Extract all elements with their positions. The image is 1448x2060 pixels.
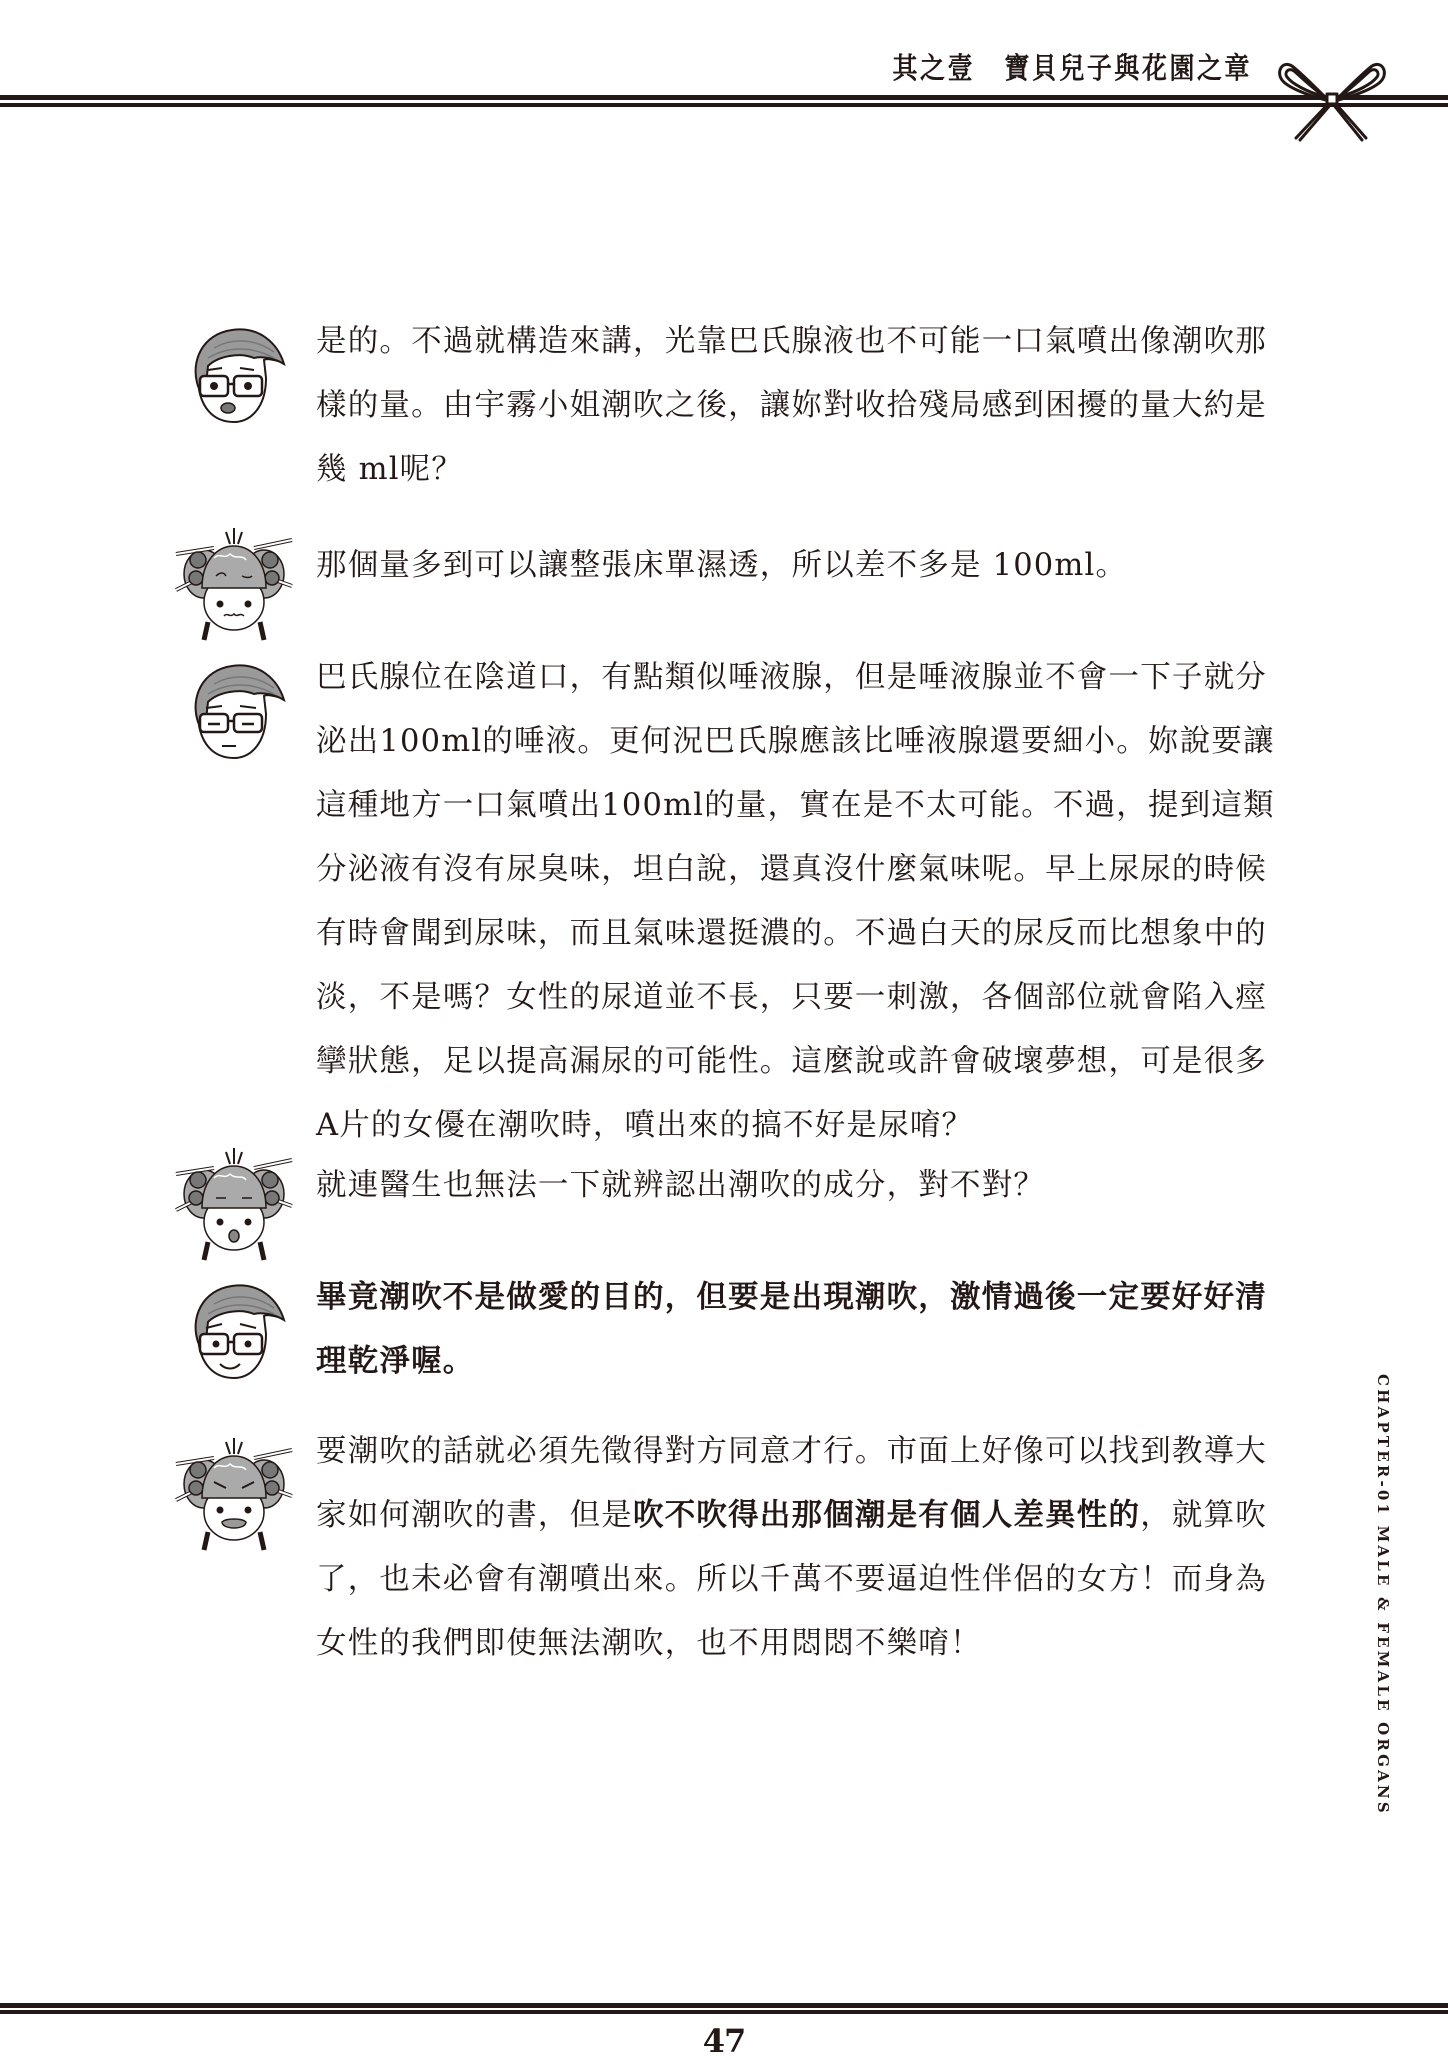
text-line: 是的。不過就構造來講，光靠巴氏腺液也不可能一口氣噴出像潮吹那 [316,324,1267,359]
text-line: 巴氏腺位在陰道口，有點類似唾液腺，但是唾液腺並不會一下子就分 [316,660,1267,695]
text-line: 分泌液有沒有尿臭味，坦白說，還真沒什麼氣味呢。早上尿尿的時候 [316,852,1267,887]
doctor-avatar-smiling-icon [178,1278,288,1388]
dialog-text [316,310,1316,502]
woman-avatar-angry-icon [174,1434,294,1556]
page-number: 47 [702,2022,746,2060]
text-segment: 家如何潮吹的書，但是 [316,1498,633,1533]
text-segment: ，就算吹 [1140,1498,1268,1533]
header-rule-top [0,95,1448,100]
text-line: 女性的我們即使無法潮吹，也不用悶悶不樂唷！ [316,1626,982,1661]
chapter-label: 其之壹 [892,51,976,85]
chapter-title: 寶貝兒子與花園之章 [1004,51,1252,85]
dialog-text [316,646,1316,1158]
text-line: A片的女優在潮吹時，噴出來的搞不好是尿唷？ [316,1108,974,1143]
text-line: 那個量多到可以讓整張床單濕透，所以差不多是 100ml。 [316,548,1128,583]
text-line: 要潮吹的話就必須先徵得對方同意才行。市面上好像可以找到教導大 [316,1434,1267,1469]
woman-avatar-shocked-icon [174,1144,294,1266]
emphasis-text: 吹不吹得出那個潮是有個人差異性的 [633,1498,1141,1533]
footer [0,1960,1448,2060]
text-line: 泌出100ml的唾液。更何況巴氏腺應該比唾液腺還要細小。妳說要讓 [316,724,1275,759]
text-line: 有時會聞到尿味，而且氣味還挺濃的。不過白天的尿反而比想象中的 [316,916,1267,951]
text-line: 理乾淨喔。 [316,1344,475,1379]
text-line: 了，也未必會有潮噴出來。所以千萬不要逼迫性伴侶的女方！而身為 [316,1562,1267,1597]
doctor-avatar-neutral-icon [178,658,288,768]
text-line: 樣的量。由宇霧小姐潮吹之後，讓妳對收拾殘局感到困擾的量大約是 [316,388,1267,423]
text-line: 畢竟潮吹不是做愛的目的，但要是出現潮吹，激情過後一定要好好清 [316,1280,1267,1315]
dialog-text [316,1154,1316,1218]
dialog-text-emphasis [316,1266,1316,1394]
text-line: 攣狀態，足以提高漏尿的可能性。這麼說或許會破壞夢想，可是很多 [316,1044,1267,1079]
chapter-side-label: CHAPTER-01 MALE & FEMALE ORGANS [1374,1374,1392,1816]
dialog-text [316,534,1316,598]
chapter-heading [892,46,1252,87]
header-rule-bottom [0,103,1448,107]
text-line: 這種地方一口氣噴出100ml的量，實在是不太可能。不過，提到這類 [316,788,1275,823]
bow-icon [1276,58,1388,142]
text-line: 就連醫生也無法一下就辨認出潮吹的成分，對不對？ [316,1168,1046,1203]
text-line: 淡，不是嗎？女性的尿道並不長，只要一刺激，各個部位就會陷入痙 [316,980,1267,1015]
dialog-text [316,1420,1316,1676]
woman-avatar-flustered-icon [174,524,294,646]
text-line-with-emphasis [316,1484,1316,1548]
doctor-avatar-surprised-icon [178,322,288,432]
text-line: 幾 ml呢？ [316,452,464,487]
